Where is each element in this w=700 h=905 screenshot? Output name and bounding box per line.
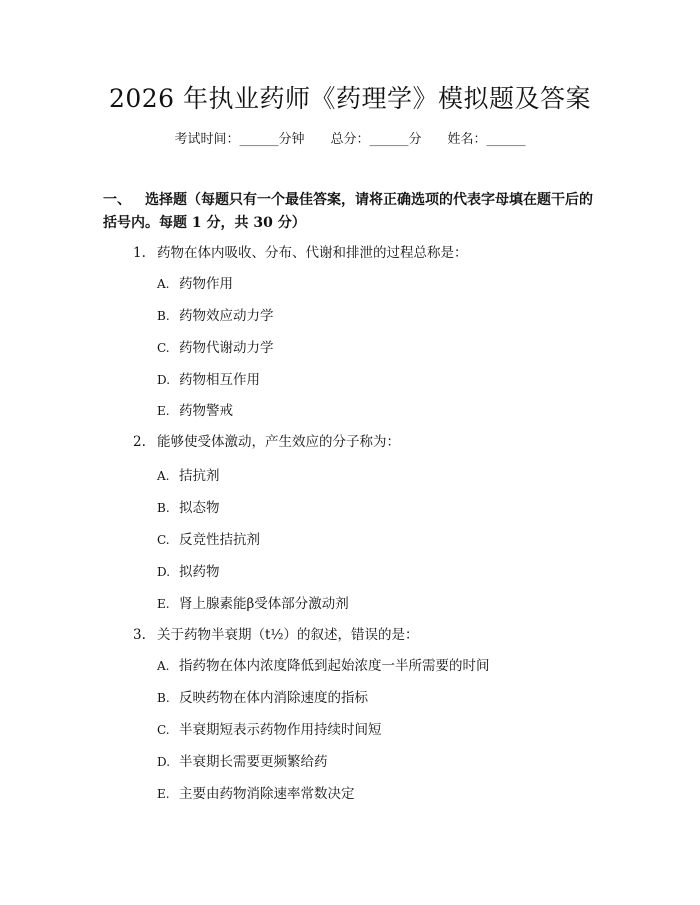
question-text: 能够使受体激动，产生效应的分子称为： — [157, 434, 400, 450]
total-score-field: 总分：______分 — [330, 132, 422, 147]
section-heading — [103, 189, 603, 235]
section-instructions: 选择题（每题只有一个最佳答案，请将正确选项的代表字母填在题干后的括号内。每题 1 分，共 30 分） — [103, 192, 593, 231]
exam-info-line — [0, 130, 700, 150]
option-item — [157, 466, 220, 486]
option-text: 指药物在体内浓度降低到起始浓度一半所需要的时间 — [179, 658, 490, 674]
option-letter: B. — [157, 501, 170, 515]
question-1 — [133, 243, 468, 263]
option-letter: A. — [157, 469, 170, 483]
option-letter: D. — [157, 755, 171, 769]
option-letter: C. — [157, 341, 170, 355]
question-number: 1. — [133, 245, 146, 261]
option-item — [157, 498, 220, 518]
option-text: 药物效应动力学 — [179, 308, 274, 324]
option-item — [157, 306, 274, 326]
question-text: 关于药物半衰期（t½）的叙述，错误的是： — [157, 627, 419, 643]
option-letter: E. — [157, 597, 170, 611]
option-letter: D. — [157, 565, 171, 579]
option-text: 拟药物 — [179, 564, 220, 580]
name-field: 姓名：______ — [447, 132, 526, 147]
option-text: 反竞性拮抗剂 — [179, 532, 260, 548]
option-item — [157, 562, 220, 582]
option-text: 拟态物 — [179, 500, 220, 516]
option-text: 拮抗剂 — [179, 468, 220, 484]
option-letter: D. — [157, 373, 171, 387]
question-2 — [133, 432, 400, 452]
option-item — [157, 720, 382, 740]
option-item — [157, 594, 349, 614]
question-3 — [133, 625, 419, 645]
option-letter: C. — [157, 533, 170, 547]
question-text: 药物在体内吸收、分布、代谢和排泄的过程总称是： — [157, 245, 468, 261]
option-text: 主要由药物消除速率常数决定 — [179, 786, 355, 802]
question-number: 3. — [133, 627, 146, 643]
option-text: 药物代谢动力学 — [179, 340, 274, 356]
option-item — [157, 688, 368, 708]
option-letter: E. — [157, 404, 170, 418]
option-item — [157, 752, 328, 772]
option-text: 药物警戒 — [179, 403, 233, 419]
option-letter: C. — [157, 723, 170, 737]
option-text: 半衰期长需要更频繁给药 — [179, 754, 328, 770]
section-number: 一、 — [103, 192, 131, 208]
option-text: 肾上腺素能β受体部分激动剂 — [179, 596, 349, 612]
option-item — [157, 370, 260, 390]
option-item — [157, 274, 233, 294]
option-letter: A. — [157, 659, 170, 673]
option-letter: B. — [157, 691, 170, 705]
option-letter: B. — [157, 309, 170, 323]
option-letter: A. — [157, 277, 170, 291]
question-number: 2. — [133, 434, 146, 450]
option-text: 药物作用 — [179, 276, 233, 292]
option-item — [157, 530, 260, 550]
option-text: 半衰期短表示药物作用持续时间短 — [179, 722, 382, 738]
page-title: 2026 年执业药师《药理学》模拟题及答案 — [108, 84, 592, 113]
option-item — [157, 401, 233, 421]
option-item — [157, 656, 490, 676]
option-letter: E. — [157, 787, 170, 801]
option-text: 反映药物在体内消除速度的指标 — [179, 690, 368, 706]
exam-time-field: 考试时间：______分钟 — [174, 132, 305, 147]
option-item — [157, 784, 355, 804]
option-text: 药物相互作用 — [179, 372, 260, 388]
option-item — [157, 338, 274, 358]
